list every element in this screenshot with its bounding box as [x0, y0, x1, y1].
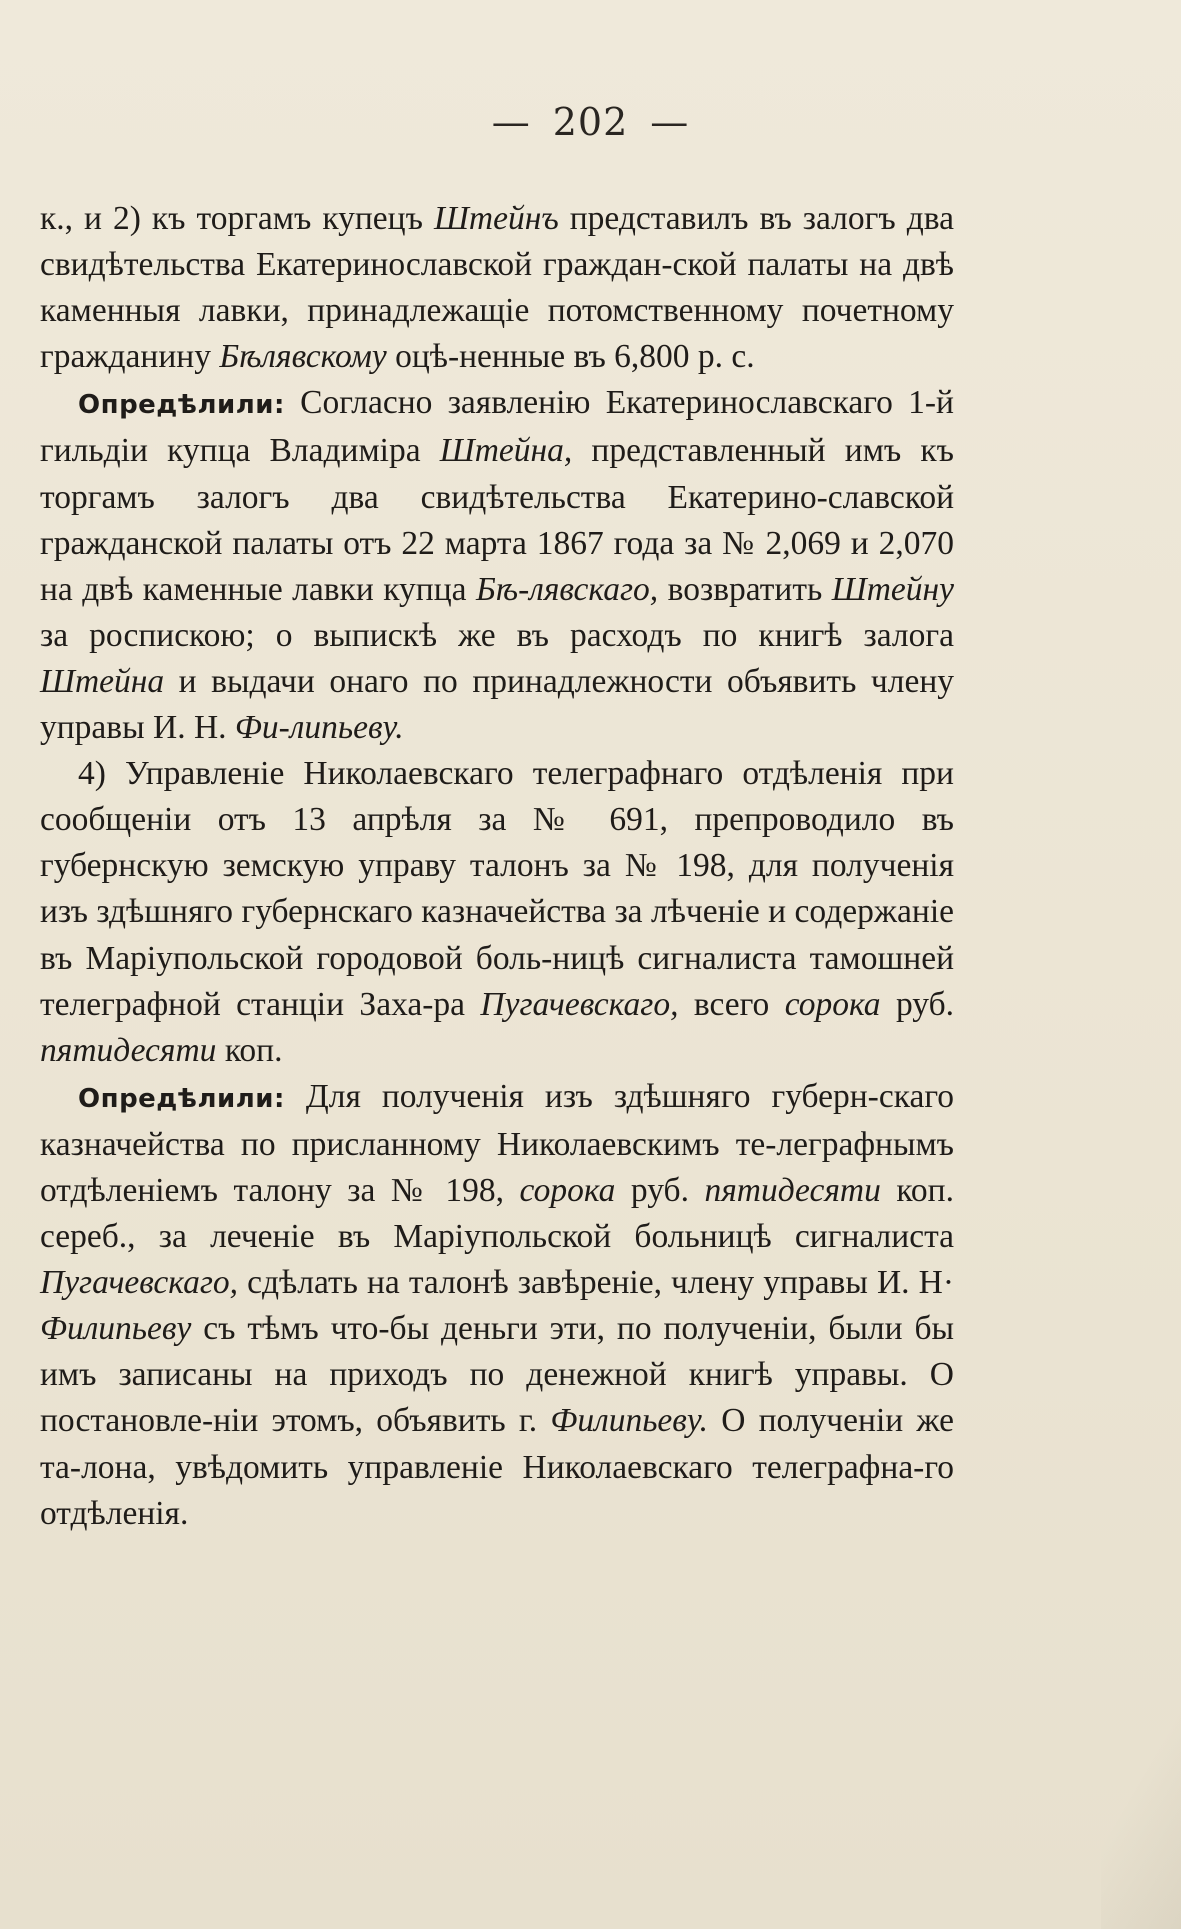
- p4-amount-roubles: сорока: [519, 1171, 616, 1209]
- p4-name-pugachevsky: Пугачевскаго,: [40, 1264, 239, 1302]
- p4-text-6: О полученіи же та-лона, увѣдомить управленіе Николаевскаго телеграфна-го отдѣленія.: [40, 1402, 954, 1532]
- p2-name-belyavsky: Бѣ-лявскаго,: [475, 570, 659, 608]
- p3-text-3: руб.: [880, 985, 954, 1023]
- p4-amount-kopecks: пятидесяти: [704, 1171, 881, 1209]
- p2-resolution-label: Опредѣлили:: [78, 390, 285, 421]
- page-fold-shadow: [1101, 1509, 1181, 1929]
- p4-name-filipyev: Филипьеву: [40, 1310, 192, 1348]
- p4-resolution-label: Опредѣлили:: [78, 1083, 285, 1114]
- dash-right: —: [650, 100, 690, 144]
- p4-text-1: Для полученія изъ здѣшняго губерн-скаго казначейства по присланному Николаевскимъ те-леграфнымъ отдѣленіемъ талону за № 198,: [40, 1077, 954, 1209]
- p4-name-filipyev-2: Филипьеву.: [550, 1402, 708, 1440]
- p2-text-5: и выдачи онаго по принадлежности объявить члену управы И. Н.: [40, 662, 954, 747]
- p2-name-steina: Штейна: [40, 662, 165, 700]
- p3-name-pugachevsky: Пугачевскаго,: [480, 985, 679, 1023]
- p2-name-steinu: Штейну: [831, 570, 954, 608]
- p2-name-filipyev: Фи-липьеву.: [234, 709, 404, 747]
- paragraph-4-resolution: [40, 1074, 954, 1537]
- p2-text-2: представленный имъ къ торгамъ залогъ два свидѣтельства Екатерино-славской гражданской палаты отъ 22 марта 1867 года за № 2,069 и 2,070 на двѣ каменные лавки купца: [40, 432, 954, 608]
- p1-name-belyavsky: Бѣлявскому: [219, 338, 387, 376]
- page-number-header: [0, 100, 1181, 144]
- p3-text-4: коп.: [216, 1031, 283, 1069]
- p3-amount-kopecks: пятидесяти: [40, 1031, 217, 1069]
- p2-text-4: за роспискою; о выпискѣ же въ расходъ по книгѣ залога: [40, 616, 954, 654]
- p3-text-2: всего: [678, 985, 785, 1023]
- p1-name-stein: Штейнъ: [433, 200, 559, 237]
- p4-text-4: сдѣлать на талонѣ завѣреніе, члену управы И. Н·: [238, 1264, 954, 1302]
- p2-name-stein: Штейна,: [439, 432, 573, 470]
- page-number: 202: [552, 100, 629, 144]
- p1-text-1: к., и 2) къ торгамъ купецъ: [40, 200, 434, 237]
- p3-text-1: 4) Управленіе Николаевскаго телеграфнаго отдѣленія при сообщеніи отъ 13 апрѣля за № 691, препроводило въ губернскую земскую управу талонъ за № 198, для полученія изъ здѣшняго губернскаго казначейства за лѣченіе и содержаніе въ Маріупольской городовой боль-ницѣ сигналиста тамошней телеграфной станціи Заха-ра: [40, 755, 954, 1023]
- paragraph-3: [40, 751, 954, 1074]
- dash-left: —: [491, 100, 531, 144]
- p1-text-3: оцѣ-ненные въ 6,800 р. с.: [386, 338, 755, 376]
- paragraph-1: [40, 196, 954, 380]
- p4-text-5: съ тѣмъ что-бы деньги эти, по полученіи, были бы имъ записаны на приходъ по денежной книгѣ управы. О постановле-ніи этомъ, объявить г.: [40, 1310, 954, 1440]
- body-text: [40, 196, 954, 1537]
- p2-text-3: возвратить: [658, 570, 832, 608]
- paragraph-2-resolution: [40, 380, 954, 751]
- p2-text-1: Согласно заявленію Екатеринославскаго 1-й гильдіи купца Владиміра: [40, 384, 954, 470]
- p4-text-3: коп. сереб., за леченіе въ Маріупольской больницѣ сигналиста: [40, 1171, 954, 1256]
- p1-text-2: представилъ въ залогъ два свидѣтельства Екатеринославской граждан-ской палаты на двѣ каменныя лавки, принадлежащіе потомственному почетному гражданину: [40, 200, 954, 376]
- p3-amount-roubles: сорока: [784, 985, 881, 1023]
- p4-text-2: руб.: [615, 1171, 705, 1209]
